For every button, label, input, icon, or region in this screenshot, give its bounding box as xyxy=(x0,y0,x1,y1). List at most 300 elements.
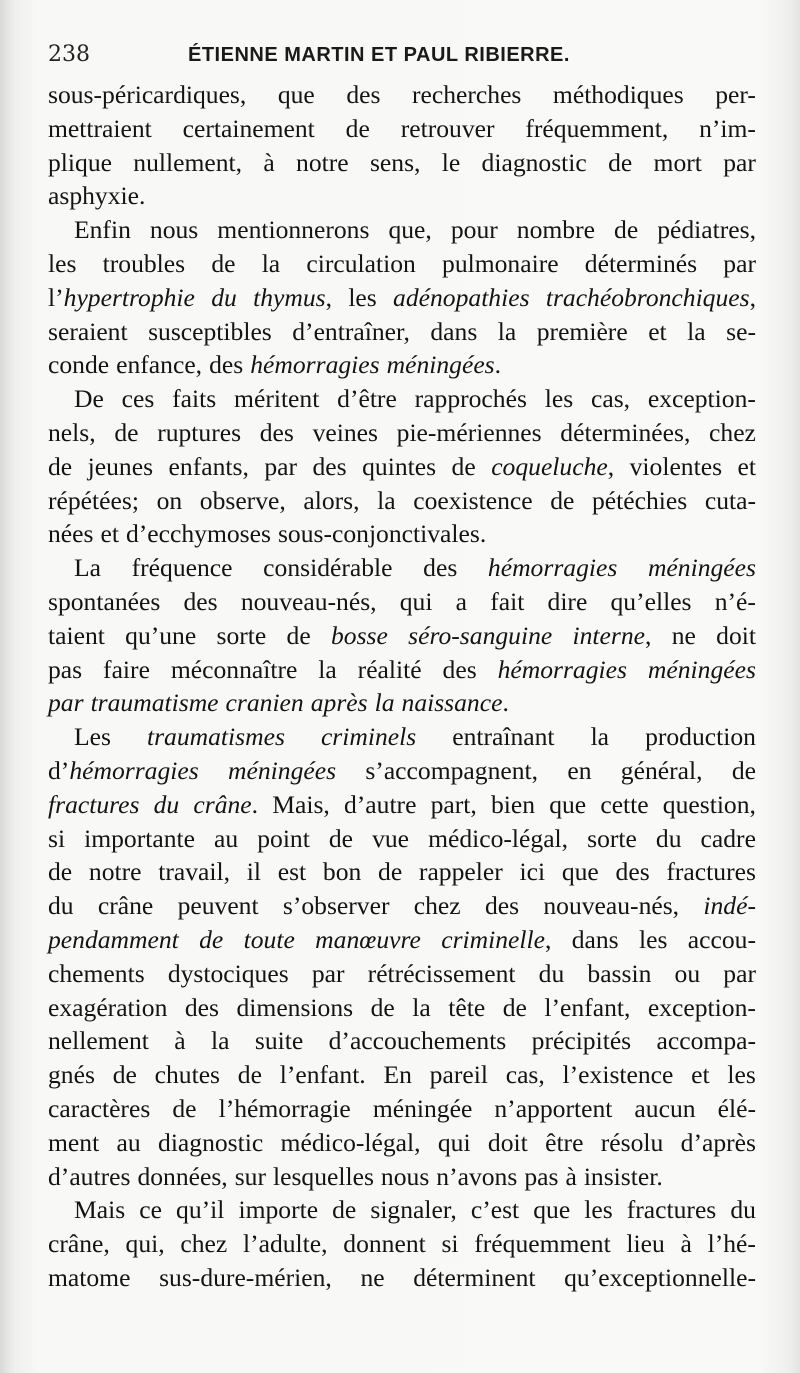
word: spontanées xyxy=(48,586,161,616)
word: d’après xyxy=(680,1127,756,1157)
word: susceptibles xyxy=(148,316,272,346)
word: rapprochés xyxy=(414,384,527,414)
word: Mais xyxy=(74,1195,126,1225)
word: nouveau-nés, xyxy=(543,891,680,921)
word: La xyxy=(74,553,101,583)
word: traumatismes xyxy=(146,722,285,752)
word: à xyxy=(565,1161,577,1191)
word: sorte xyxy=(587,823,637,853)
word: méningée xyxy=(372,1093,473,1123)
word: des xyxy=(184,992,219,1022)
word: n’avons xyxy=(436,1161,518,1191)
word: importante xyxy=(84,823,195,853)
word: méningées xyxy=(647,654,756,684)
word: pulmonaire xyxy=(442,248,559,278)
word: trachéobronchiques, xyxy=(545,282,756,312)
word: par xyxy=(311,958,345,988)
word: notre xyxy=(296,147,349,177)
word: certainement xyxy=(182,113,315,143)
word: chutes xyxy=(154,1060,221,1090)
word: séro-sanguine xyxy=(408,620,553,650)
word: crâne, xyxy=(48,1229,110,1259)
word: les xyxy=(544,384,574,414)
word: fréquemment xyxy=(474,1229,611,1259)
word: pendamment xyxy=(48,924,179,954)
word: la xyxy=(377,485,396,515)
text-line xyxy=(48,551,756,585)
word: les xyxy=(348,282,377,312)
word: est xyxy=(277,857,307,887)
word: point xyxy=(257,823,310,853)
word: à xyxy=(263,147,275,177)
word: première xyxy=(536,316,628,346)
word: les xyxy=(727,1060,756,1090)
word: par xyxy=(723,248,756,278)
word: pas xyxy=(524,1161,559,1191)
word: exagération xyxy=(48,992,168,1022)
word: l’enfant, xyxy=(544,992,631,1022)
word: les xyxy=(584,1195,613,1225)
word: troubles xyxy=(102,248,186,278)
word: méritent xyxy=(234,384,320,414)
word: la xyxy=(318,654,337,684)
word: chez xyxy=(709,417,756,447)
word: bosse xyxy=(331,620,388,650)
word: les xyxy=(638,924,668,954)
word: chements xyxy=(48,958,145,988)
word: fractures xyxy=(666,857,756,887)
word: se- xyxy=(726,316,756,346)
word: de xyxy=(172,1093,197,1123)
word: bon xyxy=(322,857,362,887)
word: conde xyxy=(48,350,110,380)
word: tête xyxy=(448,992,486,1022)
word: crâne. xyxy=(193,789,259,819)
word: dans xyxy=(430,316,478,346)
word: de xyxy=(112,1060,137,1090)
word: que xyxy=(549,789,587,819)
word: pétéchies xyxy=(592,485,688,515)
word: il xyxy=(246,857,261,887)
word: jeunes xyxy=(87,451,154,481)
word: pie-mériennes xyxy=(396,417,542,447)
word: médico-légal, xyxy=(428,823,569,853)
word: travail, xyxy=(158,857,231,887)
word: vue xyxy=(372,823,410,853)
word: naissance. xyxy=(401,688,509,718)
word: par xyxy=(723,147,756,177)
text-line xyxy=(48,754,756,788)
word: méningées xyxy=(228,755,337,785)
word: Les xyxy=(74,722,111,752)
word: criminels xyxy=(320,722,417,752)
word: peuvent xyxy=(177,891,259,921)
word: alors, xyxy=(303,485,360,515)
word: doit xyxy=(487,1127,528,1157)
word: si xyxy=(48,823,66,853)
word: recherches xyxy=(411,80,522,109)
word: ruptures xyxy=(157,417,242,447)
page-header xyxy=(48,36,758,76)
text-line xyxy=(48,1227,756,1261)
word: l’hypertrophie xyxy=(48,282,195,312)
word: des xyxy=(423,553,458,583)
word: entraînant xyxy=(452,722,555,752)
word: qui xyxy=(399,586,433,616)
word: du xyxy=(153,789,180,819)
word: lesquelles xyxy=(272,1161,374,1191)
text-line xyxy=(48,517,756,551)
word: pédiatres, xyxy=(657,215,756,245)
word: bassin xyxy=(587,958,652,988)
word: ne xyxy=(360,1262,385,1292)
text-line xyxy=(48,619,756,653)
word: hémorragies xyxy=(497,654,627,684)
word: de xyxy=(114,417,139,447)
word: De xyxy=(74,384,104,414)
word: importe xyxy=(238,1195,319,1225)
word: de xyxy=(451,451,476,481)
text-line xyxy=(48,315,756,349)
text-line xyxy=(48,382,756,416)
word: sur xyxy=(234,1161,266,1191)
word: diagnostic xyxy=(158,1127,264,1157)
word: cas, xyxy=(590,384,631,414)
word: de xyxy=(328,823,354,853)
word: méningées. xyxy=(386,350,502,380)
word: Enfin xyxy=(74,215,131,245)
word: nous xyxy=(380,1161,430,1191)
text-line xyxy=(48,585,756,619)
text-line xyxy=(48,923,756,957)
text-line xyxy=(48,179,756,213)
word: ou xyxy=(674,958,701,988)
word: ici xyxy=(519,857,546,887)
word: que xyxy=(533,1195,571,1225)
word: la xyxy=(497,316,517,346)
word: n’apportent xyxy=(494,1093,613,1123)
word: fractures xyxy=(48,789,140,819)
word: des xyxy=(312,451,347,481)
word: insister. xyxy=(583,1161,663,1191)
word: d’entraîner, xyxy=(292,316,410,346)
word: fractures xyxy=(626,1195,717,1225)
text-line xyxy=(48,686,756,720)
word: plique xyxy=(48,147,112,177)
word: chez xyxy=(180,1229,228,1259)
word: hémorragies xyxy=(487,553,618,583)
word: que xyxy=(277,80,315,109)
word: n’im- xyxy=(699,113,756,143)
word: per- xyxy=(715,80,756,109)
word: déterminés xyxy=(584,248,698,278)
word: d’être xyxy=(337,384,397,414)
word: méthodiques xyxy=(552,80,684,109)
word: des xyxy=(484,891,520,921)
word: bien xyxy=(490,789,536,819)
word: des xyxy=(346,80,381,109)
word: crâne xyxy=(97,891,154,921)
word: des xyxy=(259,417,294,447)
text-line xyxy=(48,822,756,856)
word: notre xyxy=(88,857,142,887)
word: élé- xyxy=(717,1093,756,1123)
word: ces xyxy=(121,384,155,414)
word: l’existence xyxy=(562,1060,674,1090)
word: qu’une xyxy=(125,620,197,650)
word: dire xyxy=(547,586,588,616)
word: circulation xyxy=(306,248,416,278)
word: coexistence xyxy=(413,485,533,515)
text-line xyxy=(48,957,756,991)
word: et xyxy=(648,316,667,346)
word: au xyxy=(116,1127,141,1157)
word: du xyxy=(655,823,682,853)
word: ne xyxy=(671,620,696,650)
word: donnent xyxy=(343,1229,426,1259)
word: manœuvre xyxy=(315,924,421,954)
text-line xyxy=(48,1092,756,1126)
word: de xyxy=(378,857,403,887)
text-line xyxy=(48,348,756,382)
word: matome xyxy=(48,1262,131,1292)
word: exception- xyxy=(647,992,756,1022)
word: par xyxy=(264,451,298,481)
word: à xyxy=(680,1229,692,1259)
word: faire xyxy=(103,654,150,684)
word: doit xyxy=(716,620,756,650)
text-line xyxy=(48,247,756,281)
word: on xyxy=(156,485,183,515)
page-number: 238 xyxy=(48,42,90,67)
word: criminelle, xyxy=(441,924,552,954)
word: rétrécissement xyxy=(367,958,516,988)
word: nullement, xyxy=(133,147,243,177)
text-line xyxy=(48,720,756,754)
word: être xyxy=(545,1127,584,1157)
word: la xyxy=(261,248,281,278)
word: cas, xyxy=(505,1060,545,1090)
word: répétées; xyxy=(48,485,139,515)
word: cuta- xyxy=(704,485,756,515)
word: violentes xyxy=(629,451,723,481)
word: d’accouchements xyxy=(328,1026,507,1056)
word: quintes xyxy=(362,451,437,481)
text-line xyxy=(48,788,756,822)
word: et xyxy=(737,451,756,481)
text-line xyxy=(48,991,756,1025)
word: précipités xyxy=(531,1026,632,1056)
running-title: ÉTIENNE MARTIN ET PAUL RIBIERRE. xyxy=(188,44,570,66)
text-line xyxy=(48,450,756,484)
word: l’hé- xyxy=(707,1229,756,1259)
word: de xyxy=(502,992,527,1022)
word: la xyxy=(412,992,431,1022)
word: taient xyxy=(48,620,105,650)
word: la xyxy=(590,722,610,752)
word: en xyxy=(567,755,592,785)
word: la xyxy=(211,1026,230,1056)
word: de xyxy=(332,1195,357,1225)
word: indé- xyxy=(703,891,756,921)
word: ment xyxy=(48,1127,100,1157)
word: du xyxy=(211,282,237,312)
word: chez xyxy=(413,891,461,921)
text-line xyxy=(48,1024,756,1058)
word: résolu xyxy=(600,1127,664,1157)
word: veines xyxy=(312,417,378,447)
word: général, xyxy=(620,755,703,785)
word: rappeler xyxy=(418,857,503,887)
word: question, xyxy=(662,789,756,819)
word: nouveau-nés, xyxy=(240,586,377,616)
word: du xyxy=(48,891,74,921)
word: le xyxy=(441,147,461,177)
word: de xyxy=(286,620,311,650)
word: toute xyxy=(243,924,295,954)
word: gnés xyxy=(48,1060,95,1090)
word: dans xyxy=(571,924,619,954)
word: considérable xyxy=(263,553,393,583)
word: lieu xyxy=(626,1229,665,1259)
word: qu’elles xyxy=(610,586,692,616)
word: mentionnerons xyxy=(217,215,370,245)
word: médico-légal, xyxy=(280,1127,421,1157)
word: production xyxy=(645,722,756,752)
word: la xyxy=(374,688,395,718)
text-line xyxy=(48,1160,756,1194)
text-line xyxy=(48,1261,756,1295)
word: cranien xyxy=(225,688,304,718)
word: les xyxy=(48,248,77,278)
body-text xyxy=(48,78,756,1295)
word: de xyxy=(48,451,73,481)
word: sorte xyxy=(216,620,267,650)
word: de xyxy=(345,113,370,143)
word: sens, xyxy=(369,147,421,177)
word: sous-conjonctivales. xyxy=(277,519,487,549)
text-line xyxy=(48,1126,756,1160)
word: l’enfant. xyxy=(279,1060,366,1090)
word: enfants, xyxy=(168,451,249,481)
word: déterminées, xyxy=(560,417,691,447)
word: traumatisme xyxy=(90,688,219,718)
text-line xyxy=(48,416,756,450)
word: nels, xyxy=(48,417,96,447)
word: de xyxy=(608,147,633,177)
word: thymus, xyxy=(253,282,333,312)
word: de xyxy=(731,755,756,785)
word: de xyxy=(199,924,224,954)
word: déterminent xyxy=(413,1262,536,1292)
text-line xyxy=(48,653,756,687)
word: pour xyxy=(450,215,498,245)
word: nous xyxy=(149,215,199,245)
word: et xyxy=(100,519,119,549)
word: exception- xyxy=(647,384,756,414)
word: dimensions xyxy=(236,992,354,1022)
text-line xyxy=(48,1193,756,1227)
word: qui, xyxy=(125,1229,165,1259)
word: des xyxy=(183,586,218,616)
word: des xyxy=(615,857,650,887)
word: s’observer xyxy=(282,891,390,921)
word: nellement xyxy=(48,1026,149,1056)
word: d’hémorragies xyxy=(48,755,199,785)
word: d’ecchymoses xyxy=(125,519,271,549)
word: qu’il xyxy=(176,1195,225,1225)
word: mettraient xyxy=(48,113,152,143)
text-line xyxy=(48,889,756,923)
word: de xyxy=(550,485,575,515)
word: mort xyxy=(653,147,702,177)
word: Mais, xyxy=(272,789,330,819)
word: l’hémorragie xyxy=(218,1093,351,1123)
word: adénopathies xyxy=(393,282,530,312)
word: a xyxy=(455,586,468,616)
word: à xyxy=(174,1026,186,1056)
word: dystociques xyxy=(167,958,289,988)
word: l’adulte, xyxy=(242,1229,328,1259)
word: hémorragies xyxy=(250,350,380,380)
word: c’est xyxy=(470,1195,520,1225)
word: fréquemment, xyxy=(525,113,669,143)
text-line xyxy=(48,1058,756,1092)
word: pareil xyxy=(429,1060,488,1090)
word: ce xyxy=(139,1195,162,1225)
word: n’é- xyxy=(714,586,756,616)
word: diagnostic xyxy=(481,147,587,177)
word: données, xyxy=(137,1161,228,1191)
word: réalité xyxy=(357,654,422,684)
word: par xyxy=(48,688,84,718)
text-line xyxy=(48,78,756,112)
word: que xyxy=(561,857,599,887)
word: de xyxy=(48,857,73,887)
word: cette xyxy=(600,789,649,819)
word: caractères xyxy=(48,1093,151,1123)
word: de xyxy=(370,992,395,1022)
word: asphyxie. xyxy=(48,181,146,211)
text-line xyxy=(48,484,756,518)
word: nées xyxy=(48,519,94,549)
word: et xyxy=(691,1060,710,1090)
word: seraient xyxy=(48,316,128,346)
word: d’autres xyxy=(48,1161,131,1191)
word: signaler, xyxy=(370,1195,457,1225)
word: observe, xyxy=(199,485,286,515)
word: fréquence xyxy=(131,553,233,583)
word: pas xyxy=(48,654,83,684)
word: d’autre xyxy=(343,789,417,819)
text-line xyxy=(48,281,756,315)
text-line xyxy=(48,855,756,889)
word: du xyxy=(730,1195,756,1225)
word: méningées xyxy=(647,553,756,583)
word: du xyxy=(538,958,565,988)
text-line xyxy=(48,112,756,146)
word: méconnaître xyxy=(170,654,298,684)
word: faits xyxy=(172,384,217,414)
word: des xyxy=(209,350,244,380)
word: part, xyxy=(430,789,477,819)
word: sus-dure-mérien, xyxy=(159,1262,332,1292)
word: interne, xyxy=(572,620,652,650)
word: s’accompagnent, xyxy=(365,755,539,785)
word: de xyxy=(614,215,639,245)
word: accompa- xyxy=(656,1026,756,1056)
word: au xyxy=(214,823,239,853)
